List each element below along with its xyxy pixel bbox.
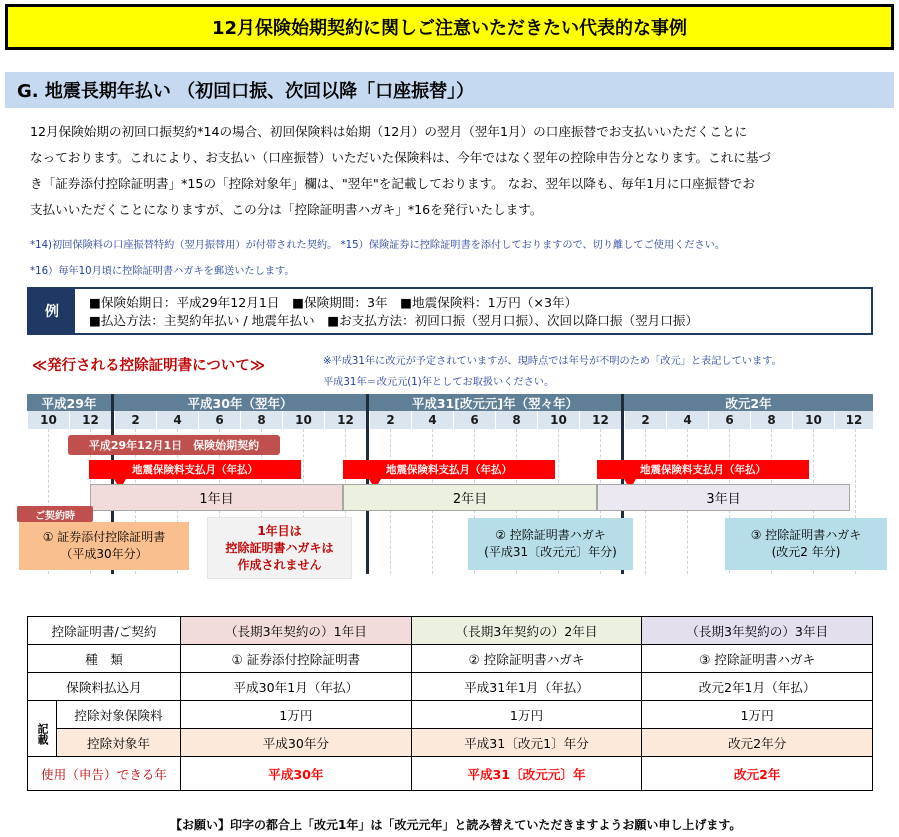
era-note-2: 平成31年＝改元元(1)年としてお取扱いください。 [323,377,555,388]
table-cell: ① 証券添付控除証明書 [181,645,412,673]
year-band-2: 2年目 [343,484,597,511]
table-cell: ② 控除証明書ハガキ [411,645,642,673]
month-cell: 4 [411,411,453,429]
table-cell: 改元2年1月（年払） [642,673,873,701]
example-line-2: ■払込方法：主契約年払い / 地震年払い ■お支払方法：初回口振（翌月口振）、次回以降口振（翌月口振） [89,313,699,328]
table-row-label: 保険料払込月 [28,673,181,701]
month-cell: 8 [240,411,282,429]
month-cell: 6 [708,411,750,429]
month-cell: 10 [282,411,324,429]
table-row-label: 使用（申告）できる年 [28,757,181,791]
certificate-bubble-3 [725,518,887,570]
certificate-headline: ≪発行される控除証明書について≫ [32,358,266,374]
month-cell: 4 [156,411,198,429]
table-header-cell: （長期3年契約の）3年目 [642,617,873,645]
table-header-cell: 控除証明書/ご契約 [28,617,181,645]
year-h30: 平成30年（翌年） [114,394,366,411]
certificate-bubble-1 [19,522,189,570]
table-cell: 平成30年分 [181,729,412,757]
bubble-3-line-1: ② 控除証明書ハガキ [495,528,606,542]
payment-month-tag: 地震保険料支払月（年払） [597,460,809,479]
footer-request: 【お願い】印字の都合上「改元1年」は「改元元年」と読み替えていただきますようお願い申し上げます。 [170,818,742,832]
month-cell: 10 [792,411,834,429]
month-cell: 12 [579,411,621,429]
bubble-4-line-2: (改元2 年分) [771,545,841,559]
month-cell: 12 [834,411,873,429]
month-cell: 8 [495,411,537,429]
table-row [28,673,873,701]
table-cell: 1万円 [181,701,412,729]
body-line-1: 12月保険始期の初回口振契約*14の場合、初回保険料は始期（12月）の翌月（翌年1月）の口座振替でお支払いいただくことに [30,124,748,139]
table-row-label: 控除対象保険料 [57,701,181,729]
payment-month-tag: 地震保険料支払月（年払） [89,460,301,479]
month-cell: 2 [369,411,411,429]
example-body [75,289,698,333]
year-h31: 平成31[改元元]年（翌々年） [369,394,621,411]
month-cell: 6 [198,411,240,429]
bubble-2-line-2: 控除証明書ハガキは [225,540,334,555]
page-title: 12月保険始期契約に関しご注意いただきたい代表的な事例 [5,4,894,50]
year-h29: 平成29年 [27,394,111,411]
year-band-1: 1年目 [90,484,343,511]
table-row [28,701,873,729]
bubble-3-line-2: (平成31〔改元元〕年分) [484,545,617,559]
contract-time-tag: ご契約時 [17,506,93,522]
body-line-2: なっております。これにより、お支払い（口座振替）いただいた保険料は、今年ではなく翌年の控除申告分となります。これに基づ [30,150,772,165]
table-cell: 平成30年1月（年払） [181,673,412,701]
table-cell: 改元2年 [642,757,873,791]
footnote-14-15: *14)初回保険料の口座振替特約（翌月振替用）が付帯された契約。 *15）保険証券に控除証明書を添付しておりますので、切り離してご使用ください。 [30,240,726,251]
table-cell: 1万円 [642,701,873,729]
month-cell: 6 [453,411,495,429]
certificate-bubble-2 [468,518,633,570]
bubble-4-line-1: ③ 控除証明書ハガキ [750,528,862,542]
month-cell: 12 [324,411,366,429]
table-header-cell: （長期3年契約の）2年目 [411,617,642,645]
month-cell: 12 [69,411,111,429]
bubble-2-line-3: 作成されません [237,557,322,572]
table-header-cell: （長期3年契約の）1年目 [181,617,412,645]
era-note-1: ※平成31年に改元が予定されていますが、現時点では年号が不明のため「改元」と表記しています。 [323,356,782,367]
table-cell: ③ 控除証明書ハガキ [642,645,873,673]
table-row [28,645,873,673]
table-row-label: 種 類 [28,645,181,673]
kisai-label: 記載 [28,701,57,757]
month-cell: 8 [750,411,792,429]
example-tag: 例 [29,289,75,333]
month-cell: 10 [27,411,69,429]
month-cell: 10 [537,411,579,429]
table-row [28,729,873,757]
month-cell: 2 [114,411,156,429]
year-band-3: 3年目 [597,484,850,511]
body-line-4: 支払いいただくことになりますが、この分は「控除証明書ハガキ」*16を発行いたします。 [30,202,543,217]
footnote-16: *16）毎年10月頃に控除証明書ハガキを郵送いたします。 [30,266,295,277]
month-cell: 4 [666,411,708,429]
no-postcard-bubble [207,517,352,579]
year-r2: 改元2年 [624,394,873,411]
table-cell: 平成31年1月（年払） [411,673,642,701]
table-cell: 1万円 [411,701,642,729]
payment-month-tag: 地震保険料支払月（年払） [343,460,555,479]
table-cell: 平成31〔改元1〕年分 [411,729,642,757]
section-heading: G. 地震長期年払い （初回口振、次回以降「口座振替」） [5,72,894,108]
bubble-2-line-1: 1年目は [257,523,302,538]
example-line-1: ■保険始期日：平成29年12月1日 ■保険期間：3年 ■地震保険料：1万円（×3年） [89,295,578,310]
table-row [28,757,873,791]
contract-start-tag: 平成29年12月1日 保険始期契約 [68,435,280,455]
body-line-3: き「証券添付控除証明書」*15の「控除対象年」欄は、"翌年"を記載しております。 なお、翌年以降も、毎年1月に口座振替でお [30,176,755,191]
summary-table [27,616,873,791]
table-cell: 改元2年分 [642,729,873,757]
table-cell: 平成31〔改元元〕年 [411,757,642,791]
table-header-row [28,617,873,645]
bubble-1-line-2: （平成30年分） [60,547,148,561]
bubble-1-line-1: ① 証券添付控除証明書 [42,530,166,544]
example-box [27,287,873,335]
month-cell: 2 [624,411,666,429]
table-cell: 平成30年 [181,757,412,791]
table-row-label: 控除対象年 [57,729,181,757]
